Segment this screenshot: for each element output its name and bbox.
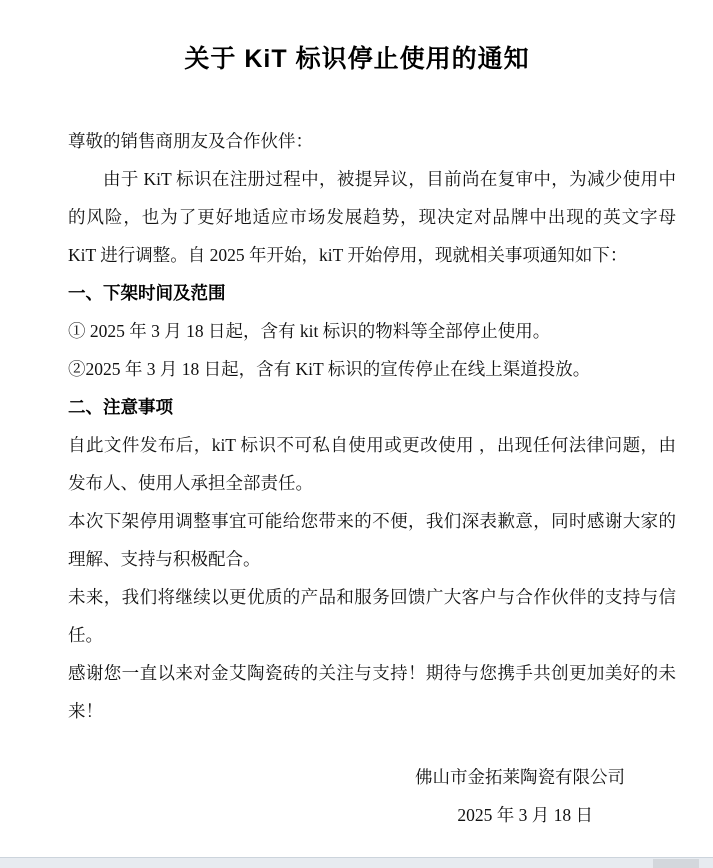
section1-item-1: ① 2025 年 3 月 18 日起，含有 kit 标识的物料等全部停止使用。 (68, 321, 551, 341)
scrollbar-thumb[interactable] (653, 859, 699, 868)
bottom-chrome-strip (0, 857, 713, 868)
signature-block (68, 758, 676, 834)
section2-paragraph-3: 未来，我们将继续以更优质的产品和服务回馈广大客户与合作伙伴的支持与信任。 (68, 587, 676, 645)
signature-date: 2025 年 3 月 18 日 (457, 805, 593, 825)
intro-paragraph: 由于 KiT 标识在注册过程中，被提异议，目前尚在复审中，为减少使用中的风险，也为了更好地适应市场发展趋势，现决定对品牌中出现的英文字母 KiT 进行调整。自 2025 年开始，kiT 开始停用，现就相关事项通知如下： (68, 169, 676, 265)
salutation: 尊敬的销售商朋友及合作伙伴： (68, 131, 313, 151)
signature-company: 佛山市金拓莱陶瓷有限公司 (415, 767, 625, 787)
section2-paragraph-2: 本次下架停用调整事宜可能给您带来的不便，我们深表歉意，同时感谢大家的理解、支持与积极配合。 (68, 511, 676, 569)
doc-title: 关于 KiT 标识停止使用的通知 (184, 45, 530, 73)
section2-paragraph-4: 感谢您一直以来对金艾陶瓷砖的关注与支持！期待与您携手共创更加美好的未来！ (68, 663, 676, 721)
section1-heading: 一、下架时间及范围 (68, 283, 226, 303)
section1-item-2: ②2025 年 3 月 18 日起，含有 KiT 标识的宣传停止在线上渠道投放。 (68, 359, 591, 379)
section2-paragraph-1: 自此文件发布后，kiT 标识不可私自使用或更改使用 ，出现任何法律问题，由发布人、使用人承担全部责任。 (68, 435, 676, 493)
section2-heading: 二、注意事项 (68, 397, 173, 417)
